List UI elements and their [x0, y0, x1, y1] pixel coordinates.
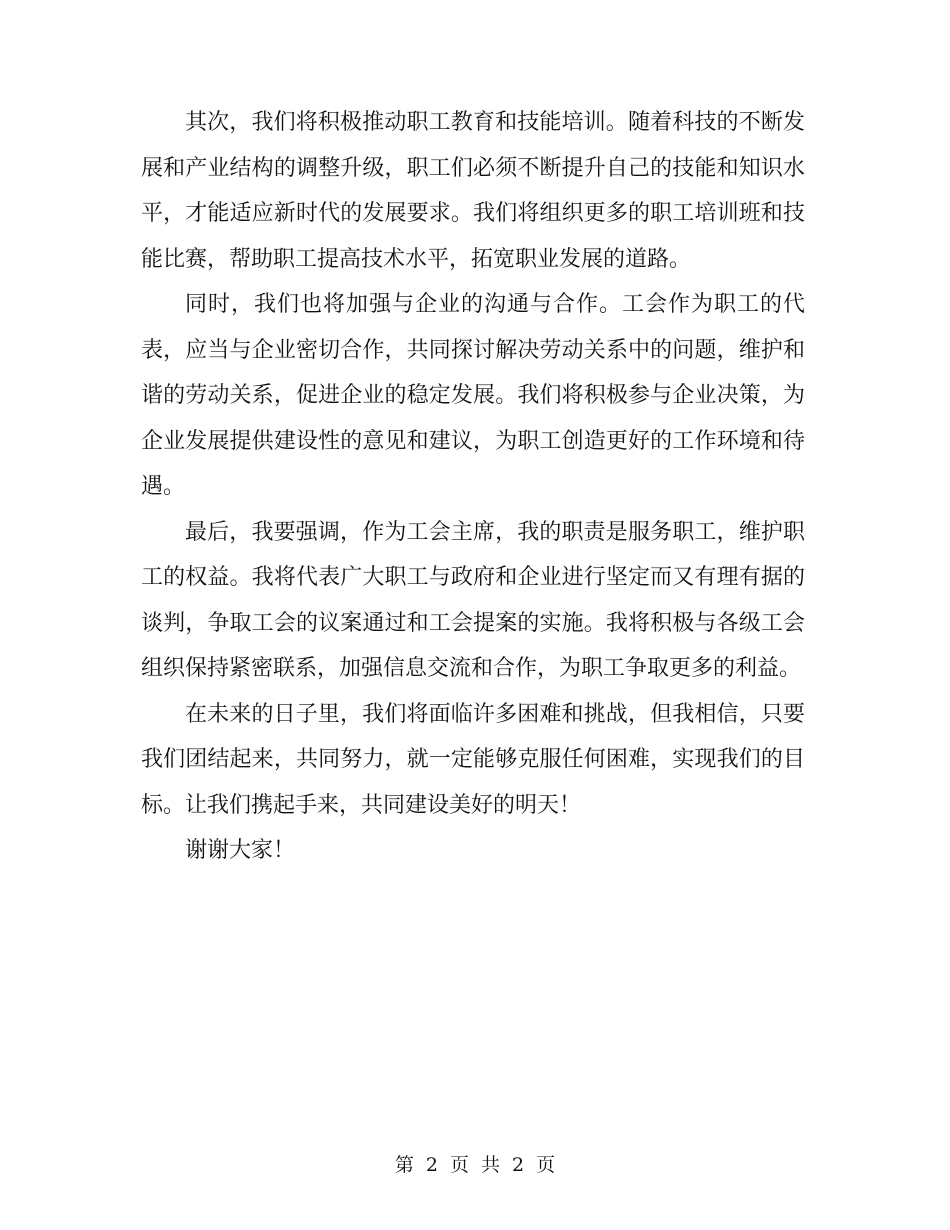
paragraph-cooperation: 同时，我们也将加强与企业的沟通与合作。工会作为职工的代表，应当与企业密切合作，共同探讨解决劳动关系中的问题，维护和谐的劳动关系，促进企业的稳定发展。我们将积极参与企业决策，为企业发展提供建设性的意见和建议，为职工创造更好的工作环境和待遇。: [141, 292, 805, 499]
paragraph-thanks: 谢谢大家！: [185, 838, 296, 863]
paragraph-future: 在未来的日子里，我们将面临许多困难和挑战，但我相信，只要我们团结起来，共同努力，就一定能够克服任何困难，实现我们的目标。让我们携起手来，共同建设美好的明天！: [141, 701, 805, 818]
document-body: [141, 100, 805, 874]
paragraph-education: 其次，我们将积极推动职工教育和技能培训。随着科技的不断发展和产业结构的调整升级，职工们必须不断提升自己的技能和知识水平，才能适应新时代的发展要求。我们将组织更多的职工培训班和技能比赛，帮助职工提高技术水平，拓宽职业发展的道路。: [141, 110, 805, 272]
page-number-footer: 第 2 页 共 2 页: [394, 1154, 556, 1176]
paragraph-duty: 最后，我要强调，作为工会主席，我的职责是服务职工，维护职工的权益。我将代表广大职工与政府和企业进行坚定而又有理有据的谈判，争取工会的议案通过和工会提案的实施。我将积极与各级工会组织保持紧密联系，加强信息交流和合作，为职工争取更多的利益。: [141, 519, 805, 681]
